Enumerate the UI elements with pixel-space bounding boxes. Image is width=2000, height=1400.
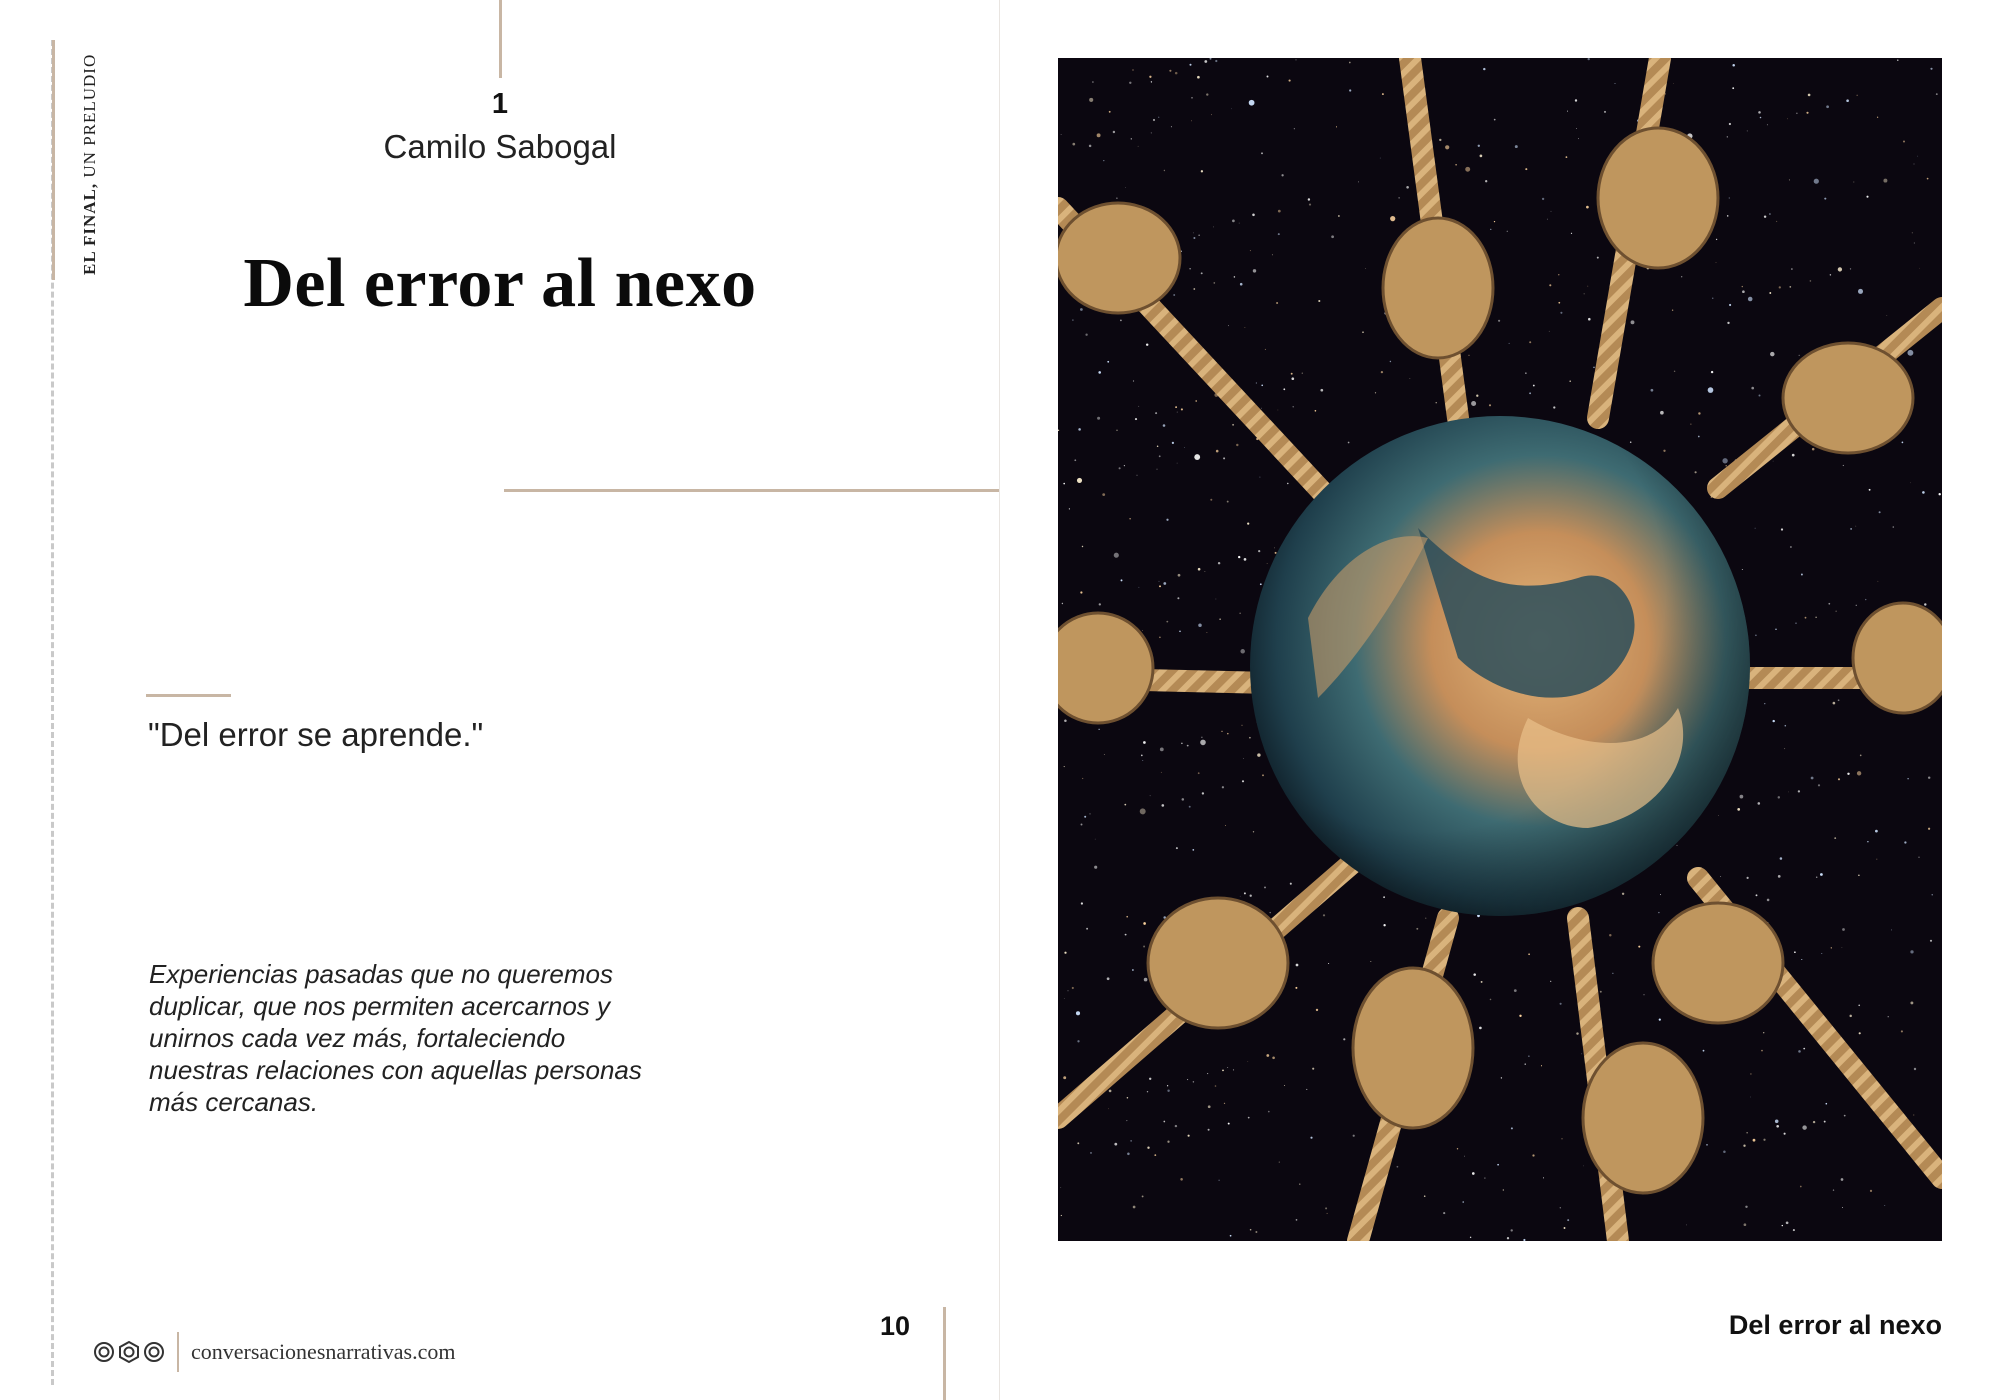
running-header [80, 54, 100, 275]
creative-commons-icon [117, 1340, 141, 1364]
running-title: Del error al nexo [1728, 1310, 1942, 1340]
top-divider [499, 0, 502, 78]
author-name: Camilo Sabogal [383, 128, 617, 165]
pull-quote: "Del error se aprende." [148, 716, 484, 753]
running-header-bold: EL FINAL, [80, 182, 99, 275]
by-icon [143, 1341, 165, 1363]
chapter-number: 1 [491, 88, 509, 120]
planet-illustration [1058, 58, 1942, 1241]
footer [93, 1334, 456, 1370]
website-link[interactable]: conversacionesnarrativas.com [191, 1339, 456, 1364]
cc-icon [93, 1341, 115, 1363]
license-icons [93, 1340, 165, 1364]
page-number: 10 [880, 1311, 911, 1341]
quote-divider [146, 694, 231, 697]
page-number-rule [943, 1307, 946, 1400]
section-divider [504, 489, 1000, 492]
illustration-planet-ropes [1058, 58, 1942, 1241]
excerpt-text: Experiencias pasadas que no queremos duplicar, que nos permiten acercarnos y unirnos cada vez más, fortaleciendo nuestras relaciones con aquellas personas más cercanas. [149, 959, 642, 1117]
right-page [1000, 0, 2000, 1400]
footer-separator [177, 1332, 179, 1372]
running-header-regular: UN PRELUDIO [80, 53, 99, 183]
running-header-rule [52, 40, 55, 280]
article-title: Del error al nexo [243, 245, 757, 322]
